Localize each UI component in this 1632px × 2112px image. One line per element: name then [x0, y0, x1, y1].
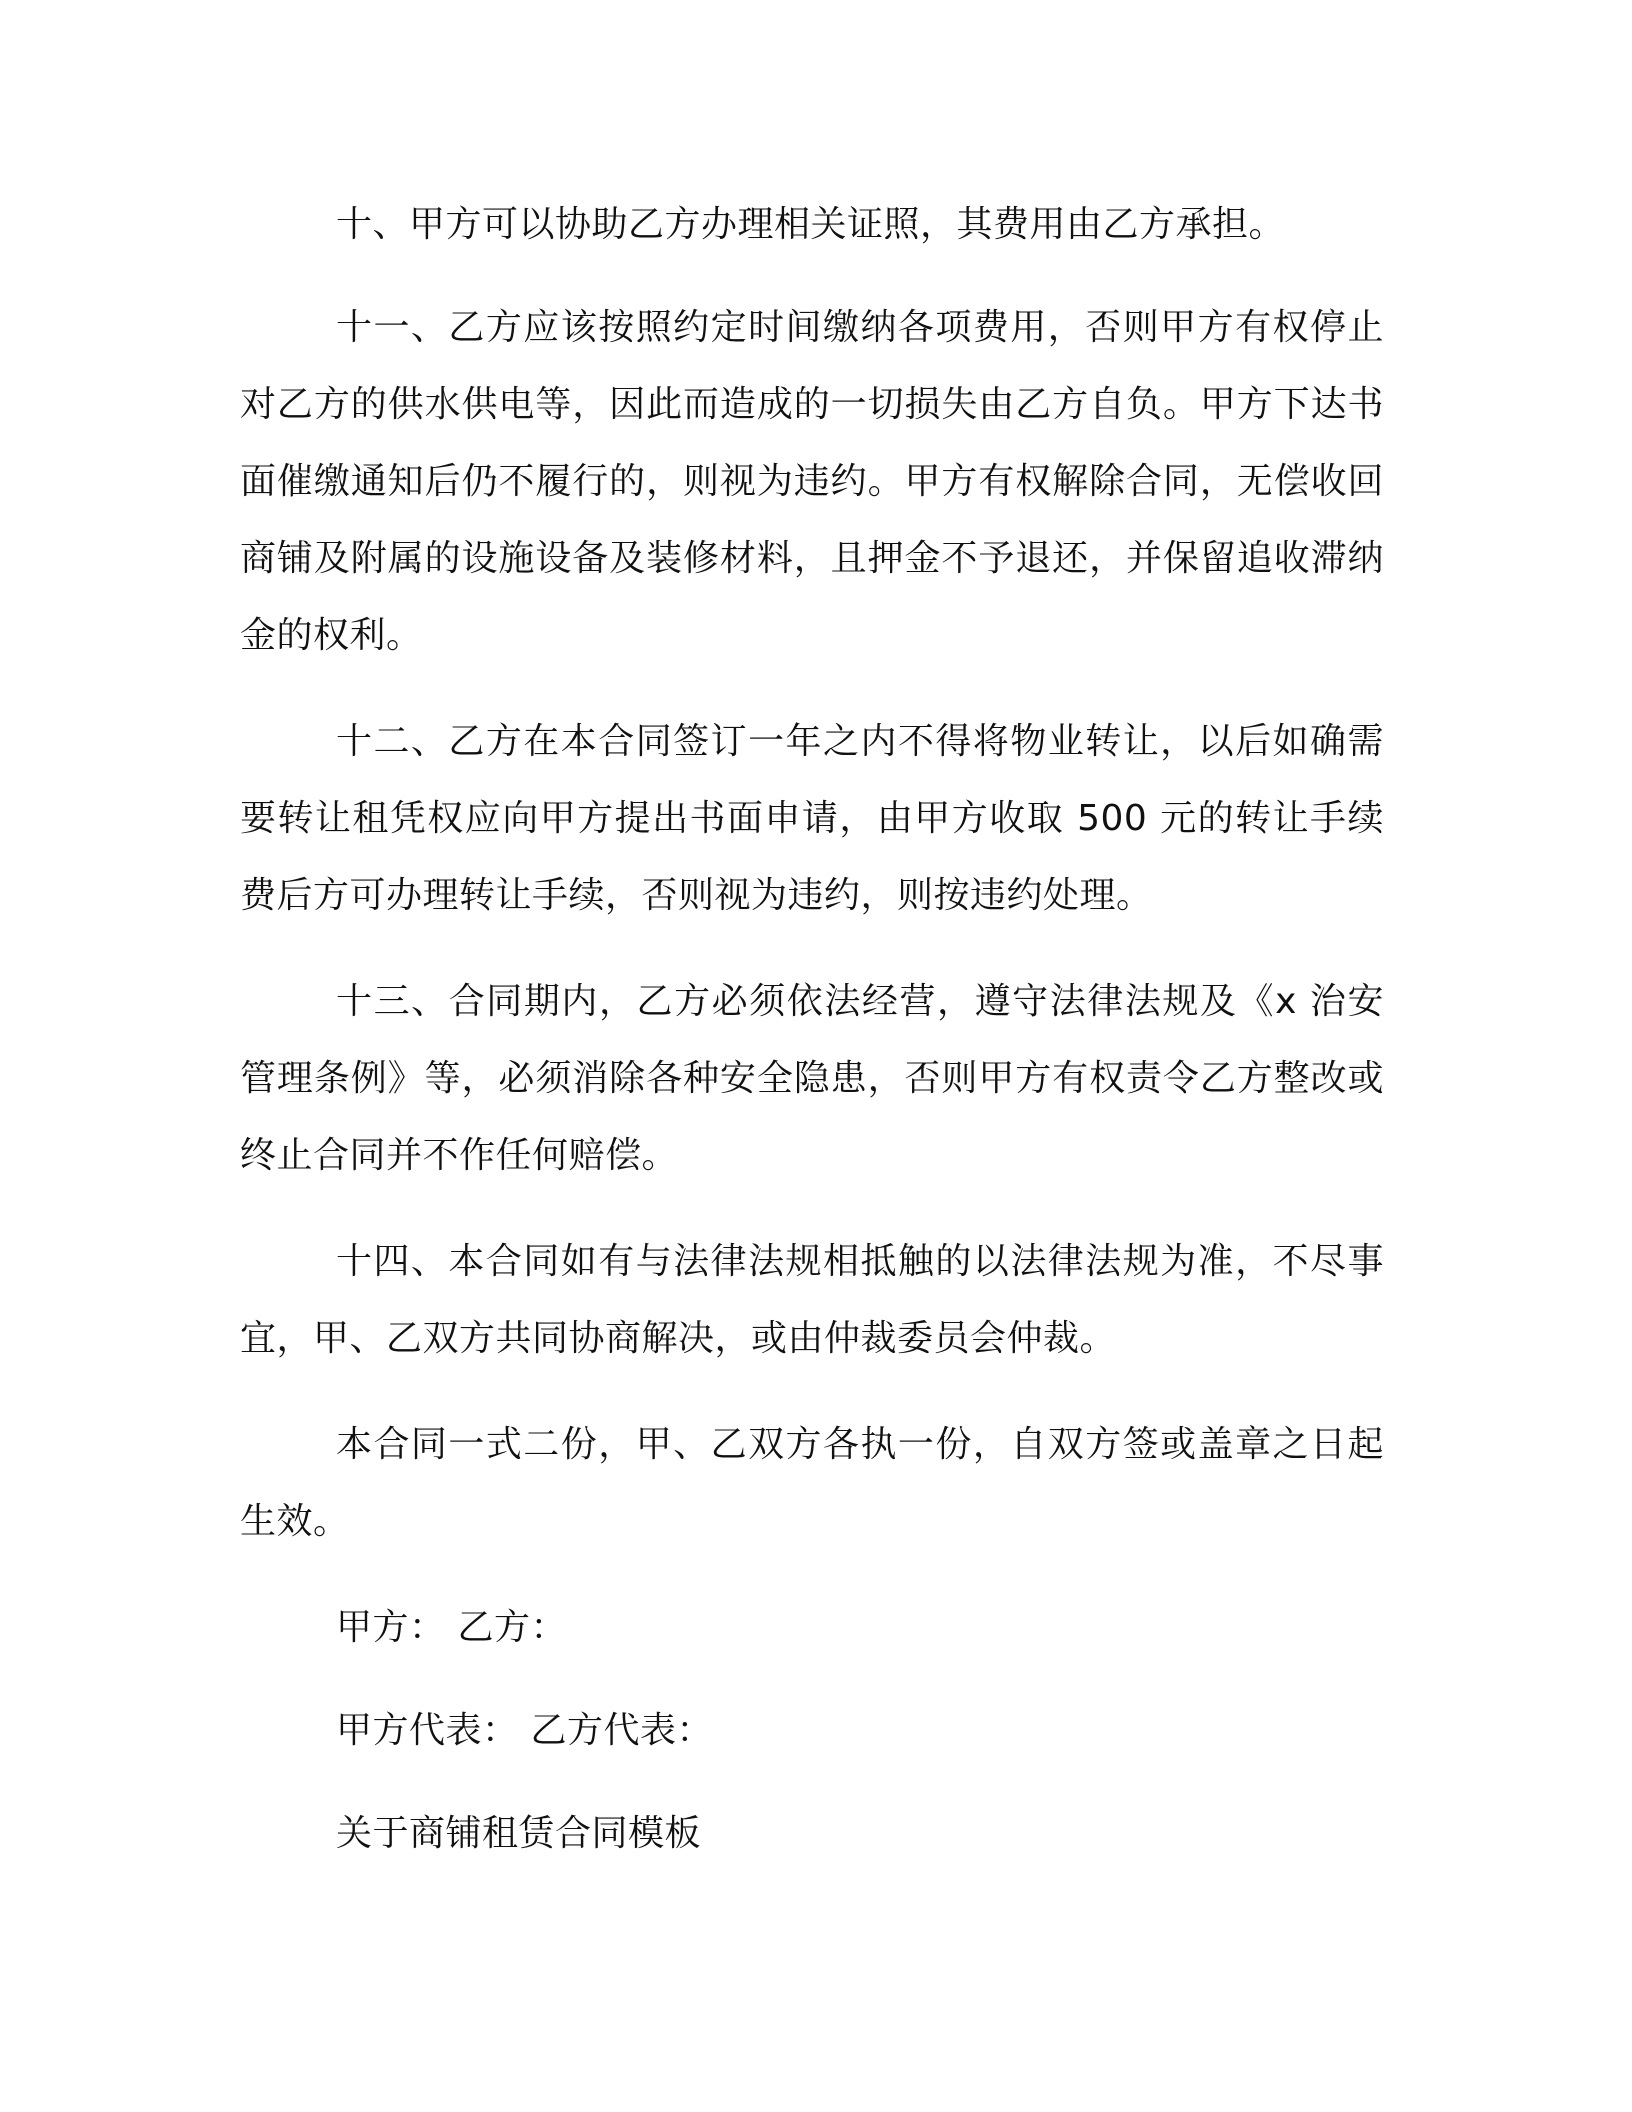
- template-title-line: 关于商铺租赁合同模板: [336, 1813, 702, 1854]
- copies-clause: 本合同一式二份，甲、乙双方各执一份，自双方签或盖章之日起生效。: [240, 1424, 1384, 1542]
- document-body: [240, 186, 1384, 1898]
- clause-12: 十二、乙方在本合同签订一年之内不得将物业转让，以后如确需要转让租凭权应向甲方提出书面申请，由甲方收取 500 元的转让手续费后方可办理转让手续，否则视为违约，则按违约处理。: [240, 721, 1384, 916]
- party-signature-line: 甲方： 乙方：: [336, 1607, 567, 1648]
- clause-14: 十四、本合同如有与法律法规相抵触的以法律法规为准，不尽事宜，甲、乙双方共同协商解决，或由仲裁委员会仲裁。: [240, 1241, 1384, 1359]
- representative-signature-line: 甲方代表： 乙方代表：: [336, 1710, 713, 1751]
- clause-11: 十一、乙方应该按照约定时间缴纳各项费用，否则甲方有权停止对乙方的供水供电等，因此而造成的一切损失由乙方自负。甲方下达书面催缴通知后仍不履行的，则视为违约。甲方有权解除合同，无偿收回商铺及附属的设施设备及装修材料，且押金不予退还，并保留追收滞纳金的权利。: [240, 307, 1384, 656]
- clause-10: 十、甲方可以协助乙方办理相关证照，其费用由乙方承担。: [336, 204, 1286, 245]
- clause-13: 十三、合同期内，乙方必须依法经营，遵守法律法规及《x 治安管理条例》等，必须消除各种安全隐患，否则甲方有权责令乙方整改或终止合同并不作任何赔偿。: [240, 981, 1384, 1176]
